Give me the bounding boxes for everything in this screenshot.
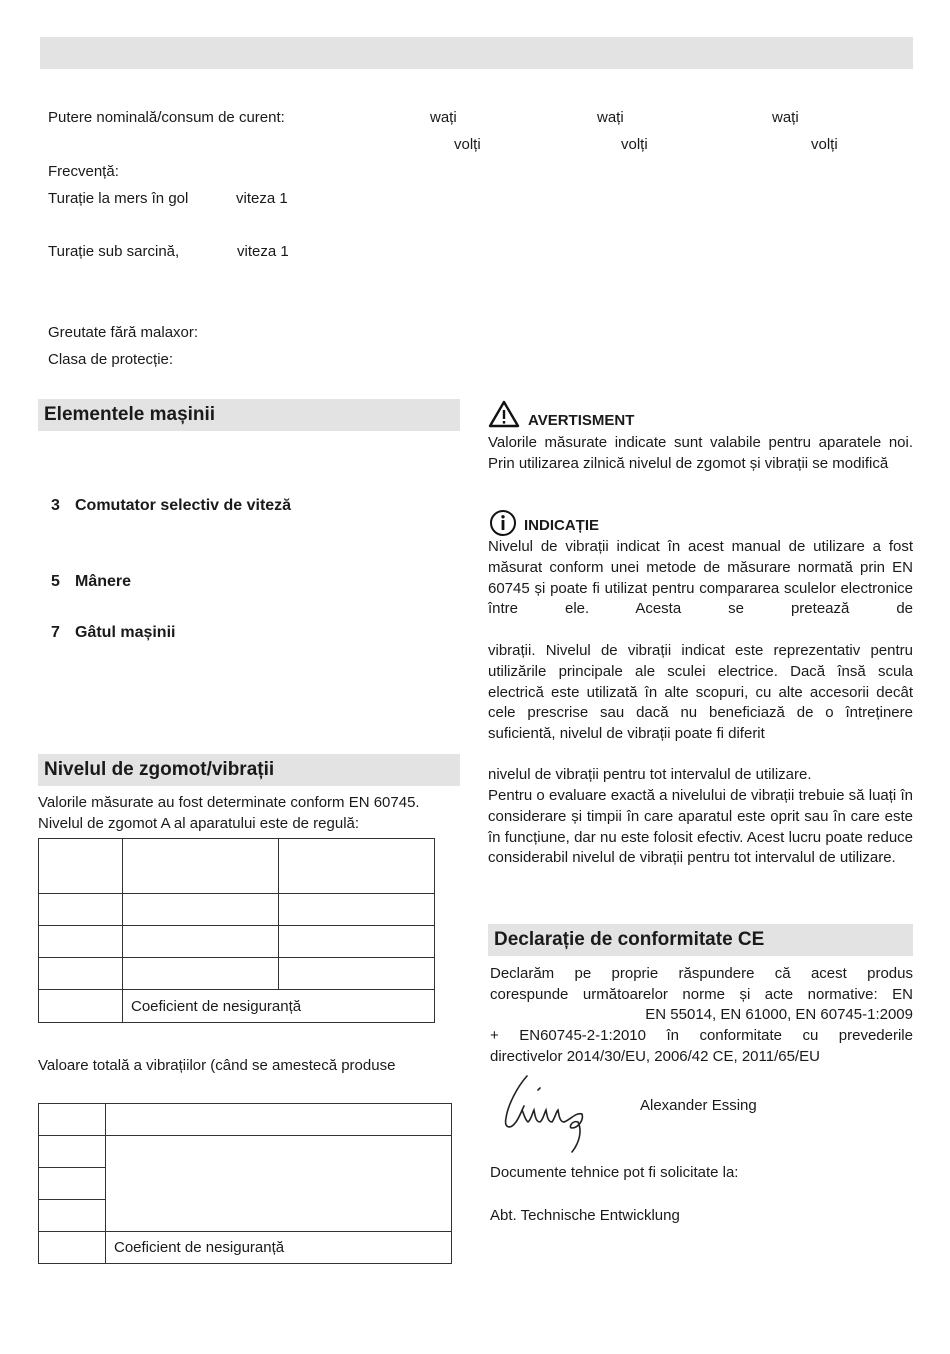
spec-volts-1: volți bbox=[454, 136, 481, 153]
element-number: 3 bbox=[51, 497, 60, 514]
info-icon bbox=[489, 509, 517, 537]
table-cell bbox=[39, 1200, 106, 1232]
element-label: Comutator selectiv de viteză bbox=[75, 497, 292, 514]
ce-section-title: Declarație de conformitate CE bbox=[488, 924, 913, 956]
ce-line-4: + EN60745-2-1:2010 în conformitate cu prevederile bbox=[490, 1027, 913, 1044]
noise-section-title: Nivelul de zgomot/vibrații bbox=[38, 754, 460, 786]
element-item bbox=[51, 497, 291, 515]
table-cell bbox=[106, 1104, 452, 1136]
spec-idle-speed-label: Turație la mers în gol bbox=[48, 190, 189, 207]
element-number: 5 bbox=[51, 573, 60, 590]
spec-weight-label: Greutate fără malaxor: bbox=[48, 324, 199, 341]
notice-text-1: Nivelul de vibrații indicat în acest manual de utilizare a fost măsurat conform unei metode de măsurare normată prin EN 60745 și poate fi utilizat pentru compararea sculelor electronice între ele. Acesta se pretează de bbox=[488, 538, 913, 618]
table-cell bbox=[279, 926, 435, 958]
spec-protection-label: Clasa de protecție: bbox=[48, 351, 174, 368]
spec-watts-2: wați bbox=[597, 109, 624, 126]
warning-title: AVERTISMENT bbox=[528, 412, 635, 429]
table-cell bbox=[39, 926, 123, 958]
ce-line-5: directivelor 2014/30/EU, 2006/42 CE, 2011/65/EU bbox=[490, 1048, 820, 1065]
vibration-table bbox=[38, 1103, 452, 1264]
table-row bbox=[39, 990, 435, 1023]
table-cell bbox=[106, 1136, 452, 1232]
table-cell bbox=[279, 894, 435, 926]
uncertainty-label: Coeficient de nesiguranță bbox=[106, 1232, 452, 1264]
department-name: Abt. Technische Entwicklung bbox=[490, 1207, 680, 1224]
table-cell bbox=[123, 926, 279, 958]
table-cell bbox=[279, 958, 435, 990]
header-bar bbox=[40, 37, 913, 69]
table-cell bbox=[39, 958, 123, 990]
table-row bbox=[39, 1232, 452, 1264]
total-vibration-text: Valoare totală a vibrațiilor (când se amestecă produse bbox=[38, 1057, 396, 1074]
table-row bbox=[39, 894, 435, 926]
ce-line-1: Declarăm pe proprie răspundere că acest produs bbox=[490, 965, 913, 982]
signer-name: Alexander Essing bbox=[640, 1097, 757, 1114]
spec-power-label: Putere nominală/consum de curent: bbox=[48, 109, 285, 126]
table-cell bbox=[39, 894, 123, 926]
table-row bbox=[39, 1104, 452, 1136]
table-cell bbox=[39, 839, 123, 894]
spec-load-speed-label: Turație sub sarcină, bbox=[48, 243, 180, 260]
table-row bbox=[39, 839, 435, 894]
element-label: Mânere bbox=[75, 573, 132, 590]
spec-volts-2: volți bbox=[621, 136, 648, 153]
warning-icon bbox=[488, 400, 520, 428]
ce-line-3: EN 55014, EN 61000, EN 60745-1:2009 bbox=[645, 1006, 913, 1023]
spec-load-speed-gear: viteza 1 bbox=[237, 243, 289, 260]
notice-title: INDICAȚIE bbox=[524, 517, 599, 534]
notice-text-2: vibrații. Nivelul de vibrații indicat este reprezentativ pentru utilizările principale ale sculei electrice. Dacă însă scula electrică este utilizată în alte scopuri, cu alte accesorii decât cele prescrise sau dacă nu beneficiază de o întreținere suficientă, nivelul de vibrații poate fi diferit bbox=[488, 642, 913, 743]
docs-label: Documente tehnice pot fi solicitate la: bbox=[490, 1164, 739, 1181]
table-cell bbox=[123, 958, 279, 990]
table-cell bbox=[39, 1232, 106, 1264]
element-label: Gâtul mașinii bbox=[75, 624, 176, 641]
element-item bbox=[51, 624, 175, 642]
noise-table bbox=[38, 838, 435, 1023]
spec-watts-3: wați bbox=[772, 109, 799, 126]
table-row bbox=[39, 1136, 452, 1168]
element-number: 7 bbox=[51, 624, 60, 641]
elements-section-title: Elementele mașinii bbox=[38, 399, 460, 431]
notice-text-4: Pentru o evaluare exactă a nivelului de vibrații trebuie să luați în considerare și timpii în care aparatul este oprit sau în care este în funcțiune, dar nu este folosit efectiv. Acest lucru poate reduce considerabil nivelul de vibrații pentru tot intervalul de utilizare. bbox=[488, 787, 913, 867]
spec-idle-speed-gear: viteza 1 bbox=[236, 190, 288, 207]
table-cell bbox=[39, 1136, 106, 1168]
spec-watts-1: wați bbox=[430, 109, 457, 126]
noise-intro: Valorile măsurate au fost determinate conform EN 60745. Nivelul de zgomot A al aparatului este de regulă: bbox=[38, 794, 420, 832]
warning-text: Valorile măsurate indicate sunt valabile pentru aparatele noi. Prin utilizarea zilnică nivelul de zgomot și vibrații se modifică bbox=[488, 434, 913, 472]
table-cell bbox=[279, 839, 435, 894]
spec-volts-3: volți bbox=[811, 136, 838, 153]
table-cell bbox=[123, 839, 279, 894]
table-cell bbox=[39, 1168, 106, 1200]
table-cell bbox=[39, 1104, 106, 1136]
table-cell bbox=[123, 894, 279, 926]
uncertainty-label: Coeficient de nesiguranță bbox=[123, 990, 435, 1023]
ce-line-2: corespunde următoarelor norme și acte normative: EN bbox=[490, 986, 913, 1003]
table-row bbox=[39, 958, 435, 990]
table-cell bbox=[39, 990, 123, 1023]
signature-image bbox=[494, 1070, 594, 1154]
table-row bbox=[39, 926, 435, 958]
element-item bbox=[51, 573, 131, 591]
notice-text-3: nivelul de vibrații pentru tot intervalul de utilizare. bbox=[488, 766, 812, 783]
spec-frequency-label: Frecvență: bbox=[48, 163, 119, 180]
